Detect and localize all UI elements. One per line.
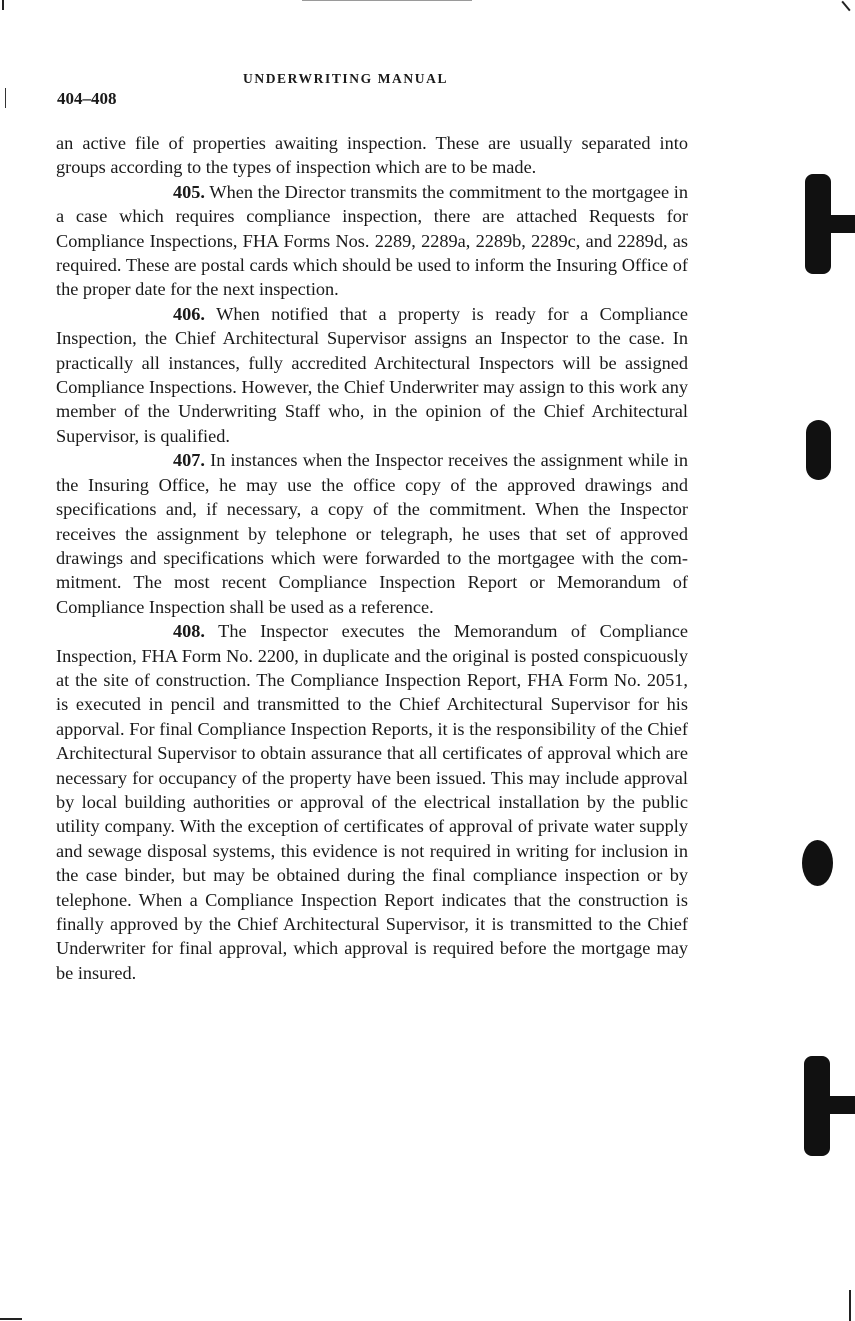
margin-mark: [5, 88, 6, 108]
section-range: 404–408: [57, 89, 117, 108]
paragraph-405: [56, 180, 688, 302]
paragraph-text: When notified that a property is ready for a Compliance Inspection, the Chief Architectural Supervisor assigns an Inspector to the case. In practically all instances, fully accredited Architectural Inspectors will be assigned Compliance Inspections. However, the Chief Underwriter may assign to this work any member of the Underwriting Staff who, in the opinion of the Chief Architectural Supervisor, is qualified.: [56, 303, 688, 446]
running-head: UNDERWRITING MANUAL: [243, 71, 449, 86]
corner-mark-top-right: [841, 1, 850, 11]
binder-hole-lower: [802, 840, 833, 886]
paragraph-text: an active file of properties awaiting inspection. These are usually separated into groups according to the types of inspection which are to be made.: [56, 133, 688, 178]
paragraph-408: [56, 619, 688, 985]
paragraph-continued: [56, 131, 688, 180]
paragraph-number: 405.: [173, 181, 205, 202]
corner-mark-top-left: [2, 0, 4, 10]
body-text: [56, 131, 688, 985]
paragraph-407: [56, 448, 688, 619]
paragraph-number: 408.: [173, 621, 205, 642]
paragraph-text: The Inspector executes the Memorandum of Compliance Inspection, FHA Form No. 2200, in duplicate and the original is posted conspicuously at the site of construction. The Compliance Inspection Report, FHA Form No. 2051, is executed in pencil and transmitted to the Chief Architectural Supervisor for his apporval. For final Compliance Inspection Reports, it is the responsibility of the Chief Architectural Supervisor to obtain assurance that all certificates of approval which are necessary for occupancy of the property have been issued. This may include approval by local building authorities or approval of the electrical installation by the public utility company. With the exception of certificates of approval of private water supply and sewage disposal systems, this evidence is not required in writing for inclusion in the case binder, but may be obtained during the final compliance inspection or by telephone. When a Compliance Inspection Report indicates that the construction is finally approved by the Chief Architectural Supervisor, it is transmitted to the Chief Underwriter for final approval, which approval is required before the mortgage may be insured.: [56, 621, 688, 983]
paragraph-text: When the Director transmits the commitment to the mortgagee in a case which requires compliance inspection, there are attached Requests for Compliance Inspections, FHA Forms Nos. 2289, 2289a, 2289b, 2289c, and 2289d, as required. These are postal cards which should be used to inform the Insuring Office of the proper date for the next inspection.: [56, 181, 688, 300]
corner-mark-bottom-right: [849, 1290, 851, 1321]
paragraph-number: 407.: [173, 450, 205, 471]
paragraph-number: 406.: [173, 303, 205, 324]
corner-mark-bottom-left: [0, 1318, 22, 1320]
paragraph-406: [56, 302, 688, 448]
binder-hole-upper: [806, 420, 831, 480]
top-rule: [302, 0, 472, 1]
paragraph-text: In instances when the Inspector receives the assignment while in the Insuring Office, he may use the office copy of the approved drawings and specifications and, if necessary, a copy of the commitment. When the Inspector receives the assignment by telephone or telegraph, he uses that set of approved drawings and specifications which were forwarded to the mortgagee with the commitment. The most recent Compliance Inspection Report or Memorandum of Compliance Inspection shall be used as a reference.: [56, 450, 688, 617]
